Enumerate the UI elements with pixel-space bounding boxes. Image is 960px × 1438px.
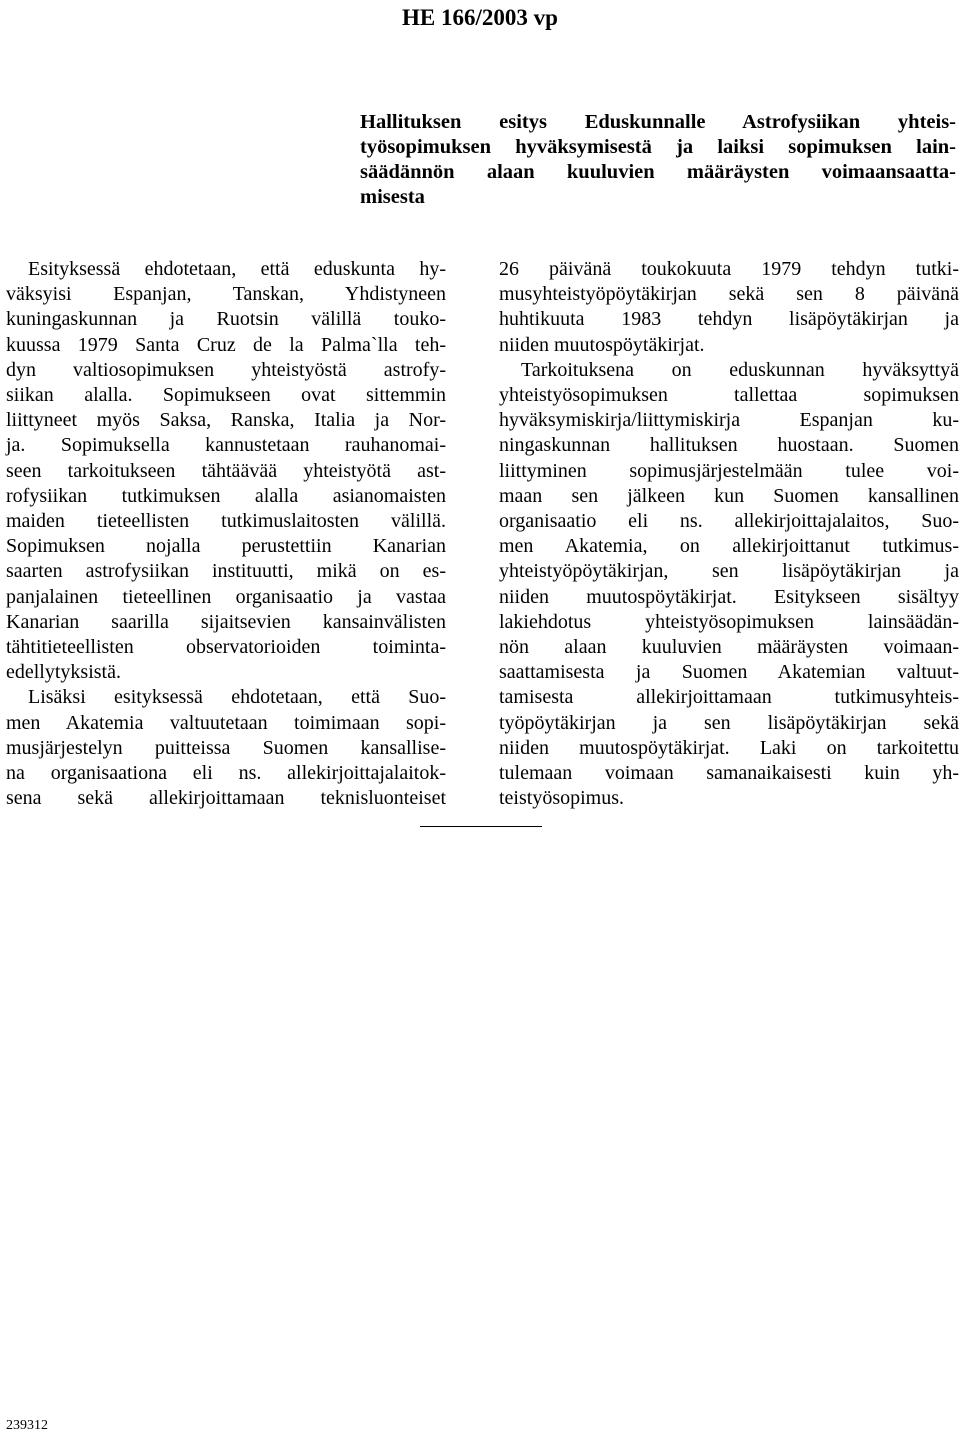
body-line: ja. Sopimuksella kannustetaan rauhanomai- [6,434,446,457]
document-number: 239312 [6,1418,48,1433]
body-line: lakiehdotus yhteistyösopimuksen lainsäädän- [499,610,959,633]
title-line: työsopimuksen hyväksymisestä ja laiksi sopimuksen lain- [360,136,956,158]
body-line: organisaatio eli ns. allekirjoittajalaitos, Suo- [499,510,959,533]
body-line: niiden muutospöytäkirjat. [499,333,705,356]
body-line: liittyneet myös Saksa, Ranska, Italia ja Nor- [6,409,446,432]
body-line: työpöytäkirjan ja sen lisäpöytäkirjan sekä [499,711,959,734]
body-line: huhtikuuta 1983 tehdyn lisäpöytäkirjan ja [499,308,959,331]
body-line: edellytyksistä. [6,661,121,684]
body-line: kuussa 1979 Santa Cruz de la Palma`lla teh- [6,333,446,356]
body-line: ningaskunnan hallituksen huostaan. Suomen [499,434,959,457]
body-line: dyn valtiosopimuksen yhteistyöstä astrofy- [6,358,446,381]
body-line: maiden tieteellisten tutkimuslaitosten välillä. [6,510,446,533]
body-line: sena sekä allekirjoittamaan teknisluonteiset [6,787,446,810]
body-line: 26 päivänä toukokuuta 1979 tehdyn tutki- [499,258,959,280]
body-line: Kanarian saarilla sijaitsevien kansainvälisten [6,610,446,633]
body-line: tamisesta allekirjoittamaan tutkimusyhteis- [499,686,959,709]
body-line: teistyösopimus. [499,787,625,810]
body-line: liittyminen sopimusjärjestelmään tulee voi- [499,459,959,482]
title-line: Hallituksen esitys Eduskunnalle Astrofysiikan yhteis- [360,111,956,133]
body-line: rofysiikan tutkimuksen alalla asianomaisten [6,484,446,507]
body-line: Esityksessä ehdotetaan, että eduskunta hy- [28,258,446,280]
body-line: tähtitieteellisten observatorioiden toiminta- [6,636,446,659]
body-line: na organisaationa eli ns. allekirjoittajalaitok- [6,762,446,785]
title-line: misesta [360,186,425,208]
document-id-header: HE 166/2003 vp [402,5,558,30]
body-line: nön alaan kuuluvien määräysten voimaan- [499,636,959,659]
body-line: yhteistyösopimuksen tallettaa sopimuksen [499,384,959,407]
body-line: kuningaskunnan ja Ruotsin välillä touko- [6,308,446,331]
body-line: saattamisesta ja Suomen Akatemian valtuut- [499,661,959,684]
body-line: musjärjestelyn puitteissa Suomen kansallise- [6,736,446,759]
body-line: yhteistyöpöytäkirjan, sen lisäpöytäkirjan ja [499,560,959,583]
body-line: hyväksymiskirja/liittymiskirja Espanjan ku- [499,409,959,432]
body-line: men Akatemia valtuutetaan toimimaan sopi- [6,711,446,734]
body-line: Sopimuksen nojalla perustettiin Kanarian [6,535,446,558]
body-line: niiden muutospöytäkirjat. Esitykseen sisältyy [499,585,959,608]
body-line: men Akatemia, on allekirjoittanut tutkimus- [499,535,959,558]
body-line: saarten astrofysiikan instituutti, mikä on es- [6,560,446,583]
body-line: seen tarkoitukseen tähtäävää yhteistyötä ast- [6,459,446,482]
body-line: musyhteistyöpöytäkirjan sekä sen 8 päivänä [499,283,959,306]
title-line: säädännön alaan kuuluvien määräysten voimaansaatta- [360,161,956,183]
body-line: Lisäksi esityksessä ehdotetaan, että Suo- [28,686,446,709]
body-line: tulemaan voimaan samanaikaisesti kuin yh- [499,762,959,785]
right-text-column [499,257,959,811]
body-line: panjalainen tieteellinen organisaatio ja vastaa [6,585,446,608]
body-line: niiden muutospöytäkirjat. Laki on tarkoitettu [499,736,959,759]
body-line: väksyisi Espanjan, Tanskan, Yhdistyneen [6,283,446,306]
body-line: maan sen jälkeen kun Suomen kansallinen [499,484,959,507]
document-title [360,110,956,210]
section-end-rule [420,826,542,827]
left-text-column [6,257,446,811]
body-line: siikan alalla. Sopimukseen ovat sittemmin [6,384,446,407]
body-line: Tarkoituksena on eduskunnan hyväksyttyä [521,358,959,381]
